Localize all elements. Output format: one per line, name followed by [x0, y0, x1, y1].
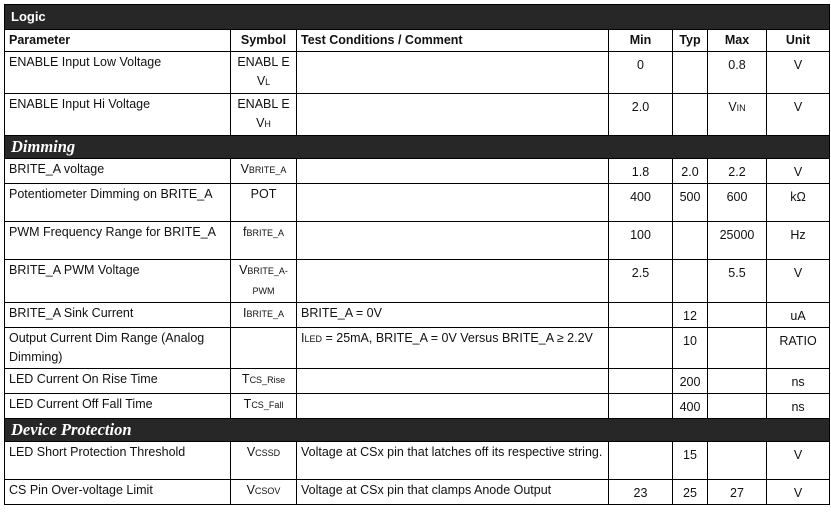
- unit-cell: Hz: [767, 222, 830, 260]
- typ-cell: 12: [673, 303, 708, 328]
- symbol-cell: VCSSD: [231, 442, 297, 480]
- max-cell: 25000: [708, 222, 767, 260]
- symbol-cell: VBRITE_A-PWM: [231, 260, 297, 303]
- max-cell: 27: [708, 480, 767, 505]
- typ-cell: 2.0: [673, 159, 708, 184]
- max-cell: 5.5: [708, 260, 767, 303]
- symbol-cell: ENABL E VL: [231, 52, 297, 94]
- typ-cell: 10: [673, 328, 708, 369]
- param-cell: LED Current On Rise Time: [5, 369, 231, 394]
- max-cell: [708, 303, 767, 328]
- param-cell: Potentiometer Dimming on BRITE_A: [5, 184, 231, 222]
- symbol-cell: VBRITE_A: [231, 159, 297, 184]
- header-unit: Unit: [767, 30, 830, 52]
- symbol-cell: [231, 328, 297, 369]
- min-cell: 400: [609, 184, 673, 222]
- param-cell: ENABLE Input Low Voltage: [5, 52, 231, 94]
- typ-cell: [673, 94, 708, 136]
- param-cell: LED Current Off Fall Time: [5, 394, 231, 419]
- unit-cell: V: [767, 52, 830, 94]
- min-cell: 1.8: [609, 159, 673, 184]
- typ-cell: [673, 52, 708, 94]
- max-cell: [708, 394, 767, 419]
- unit-cell: V: [767, 159, 830, 184]
- symbol-cell: POT: [231, 184, 297, 222]
- symbol-cell: TCS_Fall: [231, 394, 297, 419]
- section-header-device-protection: [5, 419, 830, 442]
- unit-cell: kΩ: [767, 184, 830, 222]
- header-parameter: Parameter: [5, 30, 231, 52]
- unit-cell: V: [767, 442, 830, 480]
- table-row: [5, 303, 830, 328]
- spec-table: [4, 4, 830, 505]
- min-cell: [609, 369, 673, 394]
- min-cell: 2.0: [609, 94, 673, 136]
- typ-cell: 15: [673, 442, 708, 480]
- unit-cell: RATIO: [767, 328, 830, 369]
- param-cell: PWM Frequency Range for BRITE_A: [5, 222, 231, 260]
- unit-cell: V: [767, 480, 830, 505]
- param-cell: ENABLE Input Hi Voltage: [5, 94, 231, 136]
- max-cell: 600: [708, 184, 767, 222]
- param-cell: BRITE_A PWM Voltage: [5, 260, 231, 303]
- min-cell: [609, 328, 673, 369]
- conditions-cell: ILED = 25mA, BRITE_A = 0V Versus BRITE_A ≥ 2.2V: [297, 328, 609, 369]
- min-cell: [609, 303, 673, 328]
- header-typ: Typ: [673, 30, 708, 52]
- max-cell: [708, 328, 767, 369]
- table-row: [5, 328, 830, 369]
- unit-cell: V: [767, 94, 830, 136]
- conditions-cell: Voltage at CSx pin that clamps Anode Output: [297, 480, 609, 505]
- section-title-device-protection: Device Protection: [5, 419, 830, 442]
- table-row: [5, 369, 830, 394]
- min-cell: 23: [609, 480, 673, 505]
- max-cell: [708, 369, 767, 394]
- symbol-cell: TCS_Rise: [231, 369, 297, 394]
- symbol-cell: IBRITE_A: [231, 303, 297, 328]
- conditions-cell: BRITE_A = 0V: [297, 303, 609, 328]
- section-header-dimming: [5, 136, 830, 159]
- table-row: [5, 394, 830, 419]
- min-cell: [609, 442, 673, 480]
- header-symbol: Symbol: [231, 30, 297, 52]
- table-row: [5, 260, 830, 303]
- table-row: [5, 159, 830, 184]
- max-cell: VIN: [708, 94, 767, 136]
- min-cell: 100: [609, 222, 673, 260]
- conditions-cell: [297, 260, 609, 303]
- table-row: [5, 442, 830, 480]
- param-cell: BRITE_A voltage: [5, 159, 231, 184]
- conditions-cell: [297, 94, 609, 136]
- table-row: [5, 184, 830, 222]
- unit-cell: V: [767, 260, 830, 303]
- min-cell: [609, 394, 673, 419]
- conditions-cell: [297, 159, 609, 184]
- min-cell: 2.5: [609, 260, 673, 303]
- symbol-cell: fBRITE_A: [231, 222, 297, 260]
- param-cell: CS Pin Over-voltage Limit: [5, 480, 231, 505]
- conditions-cell: [297, 222, 609, 260]
- conditions-cell: [297, 52, 609, 94]
- symbol-cell: ENABL E VH: [231, 94, 297, 136]
- max-cell: 2.2: [708, 159, 767, 184]
- table-row: [5, 94, 830, 136]
- table-row: [5, 480, 830, 505]
- unit-cell: ns: [767, 369, 830, 394]
- typ-cell: 500: [673, 184, 708, 222]
- header-conditions: Test Conditions / Comment: [297, 30, 609, 52]
- conditions-cell: [297, 369, 609, 394]
- typ-cell: 25: [673, 480, 708, 505]
- header-min: Min: [609, 30, 673, 52]
- max-cell: [708, 442, 767, 480]
- typ-cell: 400: [673, 394, 708, 419]
- min-cell: 0: [609, 52, 673, 94]
- conditions-cell: [297, 184, 609, 222]
- param-cell: LED Short Protection Threshold: [5, 442, 231, 480]
- param-cell: Output Current Dim Range (Analog Dimming): [5, 328, 231, 369]
- conditions-cell: Voltage at CSx pin that latches off its respective string.: [297, 442, 609, 480]
- section-title-dimming: Dimming: [5, 136, 830, 159]
- max-cell: 0.8: [708, 52, 767, 94]
- conditions-cell: [297, 394, 609, 419]
- symbol-cell: VCSOV: [231, 480, 297, 505]
- section-header-logic: [5, 5, 830, 30]
- header-max: Max: [708, 30, 767, 52]
- typ-cell: [673, 260, 708, 303]
- unit-cell: ns: [767, 394, 830, 419]
- typ-cell: 200: [673, 369, 708, 394]
- column-header-row: [5, 30, 830, 52]
- table-row: [5, 52, 830, 94]
- param-cell: BRITE_A Sink Current: [5, 303, 231, 328]
- section-title-logic: Logic: [5, 5, 830, 30]
- typ-cell: [673, 222, 708, 260]
- unit-cell: uA: [767, 303, 830, 328]
- table-row: [5, 222, 830, 260]
